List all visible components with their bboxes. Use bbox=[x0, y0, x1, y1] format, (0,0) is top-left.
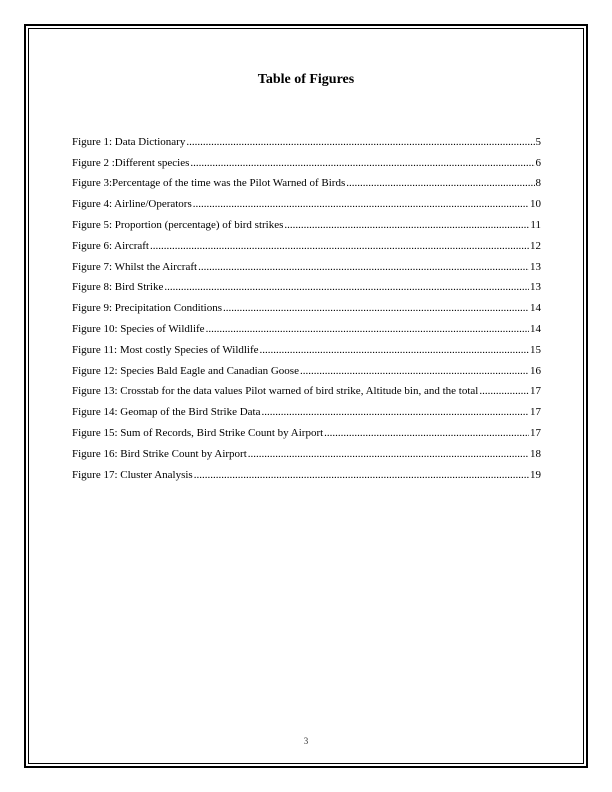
toc-entry-page: 8 bbox=[535, 177, 541, 190]
toc-entry-page: 18 bbox=[530, 447, 541, 460]
toc-entry-page: 14 bbox=[530, 322, 541, 335]
toc-entry-page: 17 bbox=[530, 426, 541, 439]
toc-entry-page: 13 bbox=[530, 281, 541, 294]
toc-entry[interactable] bbox=[72, 398, 541, 419]
toc-leader-dots bbox=[284, 219, 529, 232]
toc-entry-label: Figure 7: Whilst the Aircraft bbox=[72, 260, 198, 273]
toc-entry[interactable] bbox=[72, 211, 541, 232]
toc-entry-page: 17 bbox=[530, 406, 541, 419]
toc-entry-label: Figure 6: Aircraft bbox=[72, 239, 149, 252]
toc-entry-page: 5 bbox=[535, 135, 541, 148]
toc-entry[interactable] bbox=[72, 357, 541, 378]
toc-leader-dots bbox=[324, 427, 529, 440]
toc-entry[interactable] bbox=[72, 461, 541, 482]
toc-entry[interactable] bbox=[72, 294, 541, 315]
toc-leader-dots bbox=[260, 344, 529, 357]
toc-entry-page: 10 bbox=[530, 198, 541, 211]
toc-entry[interactable] bbox=[72, 170, 541, 191]
toc-entry[interactable] bbox=[72, 419, 541, 440]
toc-entry-label: Figure 13: Crosstab for the data values Pilot warned of bird strike, Altitude bin, and the total bbox=[72, 385, 479, 398]
toc-leader-dots bbox=[479, 385, 529, 398]
toc-entry-label: Figure 17: Cluster Analysis bbox=[72, 468, 193, 481]
toc-entry-page: 17 bbox=[530, 385, 541, 398]
toc-entry-page: 13 bbox=[530, 260, 541, 273]
toc-leader-dots bbox=[190, 157, 534, 170]
toc-leader-dots bbox=[248, 448, 529, 461]
toc-entry-page: 16 bbox=[530, 364, 541, 377]
toc-leader-dots bbox=[206, 323, 529, 336]
toc-entry[interactable] bbox=[72, 149, 541, 170]
toc-entry-label: Figure 2 :Different species bbox=[72, 156, 190, 169]
toc-entry-label: Figure 15: Sum of Records, Bird Strike Count by Airport bbox=[72, 426, 324, 439]
toc-leader-dots bbox=[346, 177, 534, 190]
toc-entry-label: Figure 16: Bird Strike Count by Airport bbox=[72, 447, 247, 460]
toc-entry[interactable] bbox=[72, 128, 541, 149]
toc-entry-page: 19 bbox=[530, 468, 541, 481]
toc-entry[interactable] bbox=[72, 315, 541, 336]
toc-entry[interactable] bbox=[72, 378, 541, 399]
toc-leader-dots bbox=[186, 136, 534, 149]
toc-leader-dots bbox=[193, 198, 529, 211]
toc-leader-dots bbox=[164, 281, 529, 294]
toc-entry[interactable] bbox=[72, 274, 541, 295]
toc-entry-label: Figure 14: Geomap of the Bird Strike Data bbox=[72, 406, 261, 419]
toc-leader-dots bbox=[223, 302, 529, 315]
toc-entry-page: 15 bbox=[530, 343, 541, 356]
toc-entry-label: Figure 11: Most costly Species of Wildlife bbox=[72, 343, 259, 356]
toc-entry-page: 14 bbox=[530, 302, 541, 315]
toc-entry-label: Figure 1: Data Dictionary bbox=[72, 135, 186, 148]
toc-entry-page: 6 bbox=[535, 156, 541, 169]
toc-leader-dots bbox=[198, 261, 529, 274]
toc-entry-label: Figure 4: Airline/Operators bbox=[72, 198, 192, 211]
toc-leader-dots bbox=[300, 365, 529, 378]
toc-entry-page: 11 bbox=[530, 218, 541, 231]
toc-entry-label: Figure 9: Precipitation Conditions bbox=[72, 302, 223, 315]
toc-entry-label: Figure 12: Species Bald Eagle and Canadian Goose bbox=[72, 364, 299, 377]
toc-leader-dots bbox=[262, 406, 530, 419]
table-of-figures bbox=[72, 128, 541, 482]
toc-entry[interactable] bbox=[72, 232, 541, 253]
toc-leader-dots bbox=[194, 469, 529, 482]
toc-entry-label: Figure 3:Percentage of the time was the Pilot Warned of Birds bbox=[72, 177, 346, 190]
toc-entry[interactable] bbox=[72, 190, 541, 211]
page-title: Table of Figures bbox=[257, 72, 355, 87]
toc-entry-page: 12 bbox=[530, 239, 541, 252]
toc-entry-label: Figure 10: Species of Wildlife bbox=[72, 322, 205, 335]
toc-leader-dots bbox=[150, 240, 529, 253]
toc-entry-label: Figure 8: Bird Strike bbox=[72, 281, 164, 294]
page-number: 3 bbox=[303, 736, 309, 746]
toc-entry[interactable] bbox=[72, 440, 541, 461]
toc-entry-label: Figure 5: Proportion (percentage) of bird strikes bbox=[72, 218, 284, 231]
toc-entry[interactable] bbox=[72, 253, 541, 274]
toc-entry[interactable] bbox=[72, 336, 541, 357]
